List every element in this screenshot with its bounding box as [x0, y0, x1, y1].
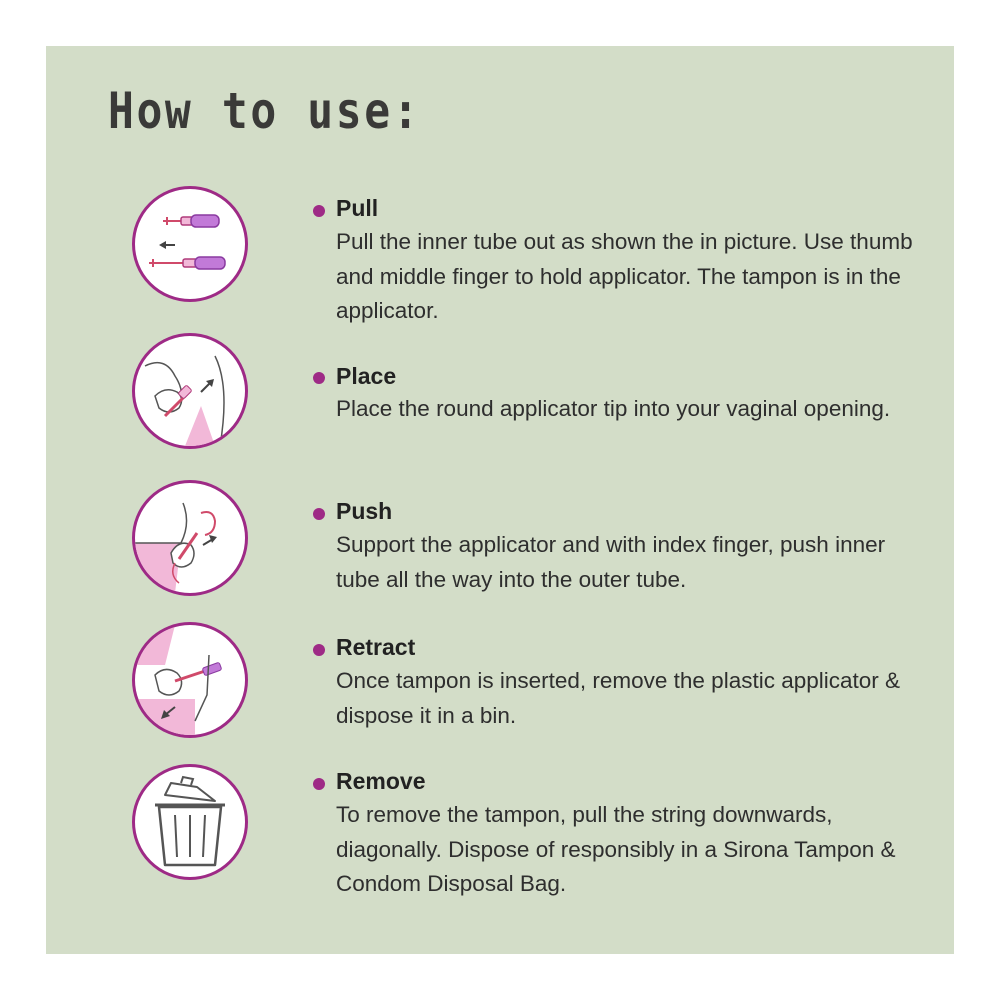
step-title: Remove	[336, 768, 426, 794]
step-description: Support the applicator and with index finger, push inner tube all the way into the outer tube.	[336, 532, 886, 592]
step-description: Place the round applicator tip into your vaginal opening.	[336, 396, 891, 421]
step-title: Place	[336, 363, 397, 389]
step-description: Once tampon is inserted, remove the plastic applicator & dispose it in a bin.	[336, 668, 901, 728]
bullet-icon	[313, 372, 325, 384]
page-title: How to use:	[108, 82, 422, 140]
applicator-push-icon	[132, 480, 248, 596]
applicator-pull-icon	[132, 186, 248, 302]
step-title: Push	[336, 498, 393, 524]
bullet-icon	[313, 644, 325, 656]
step-description: Pull the inner tube out as shown the in picture. Use thumb and middle finger to hold applicator. The tampon is in the applicator.	[336, 229, 913, 323]
applicator-place-icon	[132, 333, 248, 449]
trash-bin-icon	[132, 764, 248, 880]
instructions-panel	[46, 46, 954, 954]
bullet-icon	[313, 205, 325, 217]
step-description: To remove the tampon, pull the string downwards, diagonally. Dispose of responsibly in a Sirona Tampon & Condom Disposal Bag.	[336, 802, 896, 896]
bullet-icon	[313, 778, 325, 790]
step-title: Retract	[336, 634, 416, 660]
bullet-icon	[313, 508, 325, 520]
applicator-retract-icon	[132, 622, 248, 738]
step-title: Pull	[336, 195, 379, 221]
